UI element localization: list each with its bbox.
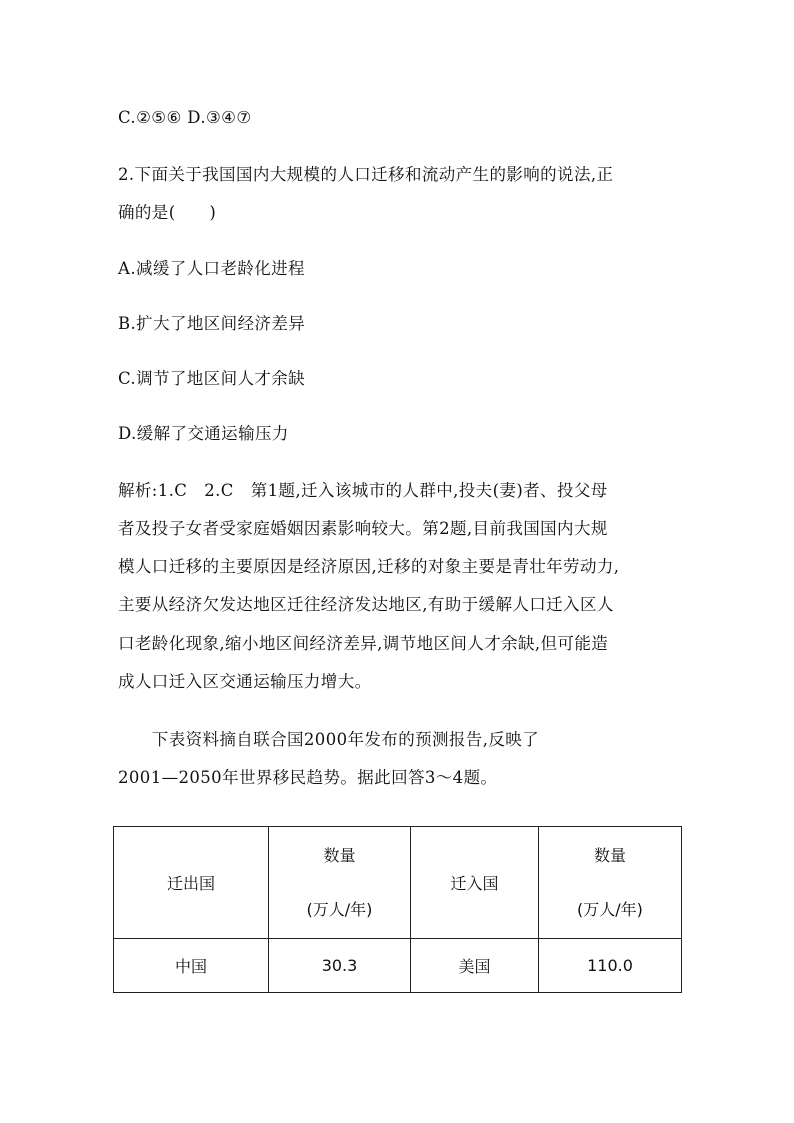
- analysis-line-3: 模人口迁移的主要原因是经济原因,迁移的对象主要是青壮年劳动力,: [118, 557, 620, 576]
- header-emigration-quantity: [269, 827, 411, 939]
- analysis-line-6: 成人口迁入区交通运输压力增大。: [118, 672, 372, 691]
- header-immigration-quantity: [539, 827, 682, 939]
- migration-table: [113, 826, 682, 993]
- cell-immigration-country: 美国: [411, 939, 539, 993]
- question-2-line-1: 2.下面关于我国国内大规模的人口迁移和流动产生的影响的说法,正: [118, 165, 614, 184]
- analysis-line-1: 解析:1.C 2.C 第1题,迁入该城市的人群中,投夫(妻)者、投父母: [118, 481, 608, 500]
- option-c: C.调节了地区间人才余缺: [118, 369, 306, 388]
- header-immigration-country: 迁入国: [411, 827, 539, 939]
- header-quantity-label: 数量: [593, 845, 626, 865]
- header-quantity-unit: (万人/年): [306, 899, 373, 919]
- analysis-line-5: 口老龄化现象,缩小地区间经济差异,调节地区间人才余缺,但可能造: [118, 634, 609, 653]
- options-cd-line: C.②⑤⑥ D.③④⑦: [118, 108, 252, 127]
- intro-line-2: 2001—2050年世界移民趋势。据此回答3～4题。: [118, 768, 498, 787]
- header-quantity-label: 数量: [323, 845, 356, 865]
- cell-emigration-country: 中国: [114, 939, 269, 993]
- header-quantity-unit: (万人/年): [577, 899, 643, 919]
- option-d: D.缓解了交通运输压力: [118, 424, 289, 443]
- table-row: [114, 939, 682, 993]
- option-a: A.减缓了人口老龄化进程: [118, 259, 305, 278]
- question-2-line-2: 确的是( ): [118, 203, 217, 222]
- cell-immigration-quantity: 110.0: [539, 939, 682, 993]
- intro-line-1: 下表资料摘自联合国2000年发布的预测报告,反映了: [118, 730, 540, 749]
- analysis-line-2: 者及投子女者受家庭婚姻因素影响较大。第2题,目前我国国内大规: [118, 519, 608, 538]
- option-b: B.扩大了地区间经济差异: [118, 314, 306, 333]
- cell-emigration-quantity: 30.3: [269, 939, 411, 993]
- header-emigration-country: 迁出国: [114, 827, 269, 939]
- analysis-line-4: 主要从经济欠发达地区迁往经济发达地区,有助于缓解人口迁入区人: [118, 595, 614, 614]
- table-header-row: [114, 827, 682, 939]
